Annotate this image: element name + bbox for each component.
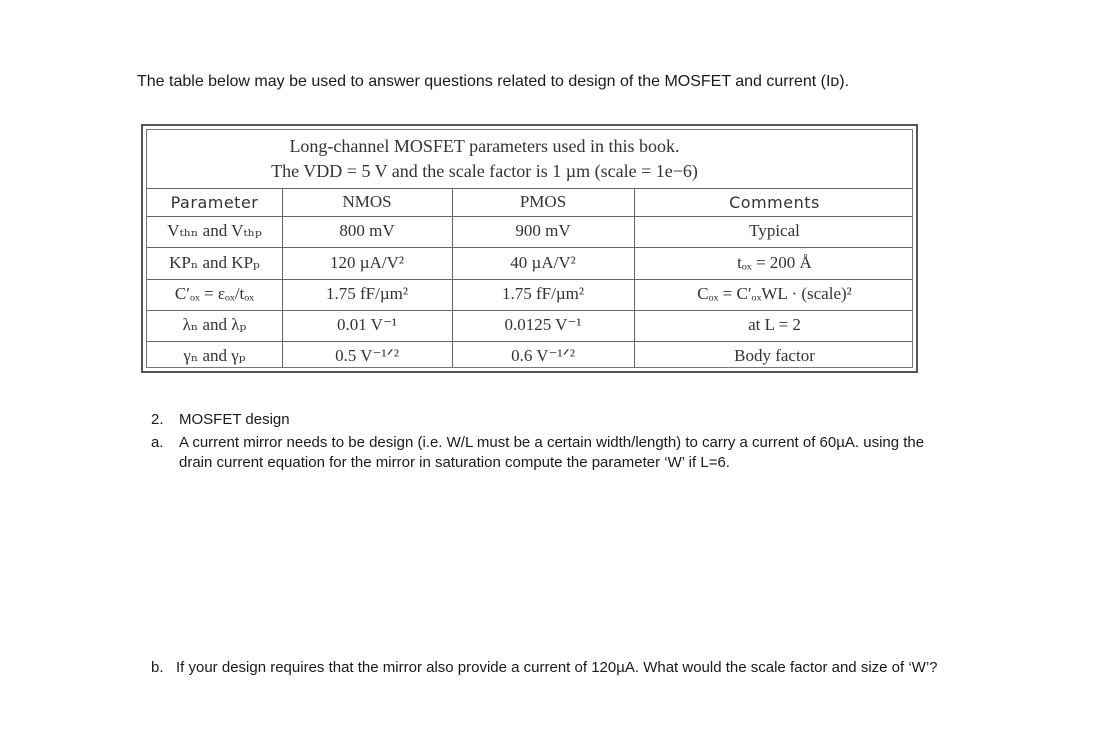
table-cell-parameter: Vₜₕₙ and Vₜₕₚ	[167, 221, 262, 240]
table-caption-line1: Long-channel MOSFET parameters used in this book.	[289, 136, 680, 156]
table-cell-nmos: 0.01 V⁻¹	[336, 315, 398, 334]
question-2b-text: If your design requires that the mirror also provide a current of 120µA. What would the scale factor and size of ‘W’?	[176, 659, 938, 676]
question-2-title: MOSFET design	[179, 411, 290, 428]
header-comments: Comments	[729, 192, 820, 212]
intro-text: The table below may be used to answer questions related to design of the MOSFET and current (Iᴅ).	[137, 73, 850, 90]
table-cell-parameter: C′ₒₓ = εₒₓ/tₒₓ	[174, 284, 255, 303]
question-2a-label: a.	[151, 434, 164, 451]
table-cell-parameter: λₙ and λₚ	[182, 315, 247, 334]
mosfet-parameter-table	[141, 124, 918, 373]
table-cell-nmos: 1.75 fF/µm²	[326, 284, 408, 303]
question-2-number: 2.	[151, 411, 164, 428]
table-cell-nmos: 800 mV	[339, 221, 395, 240]
table-cell-nmos: 120 µA/V²	[330, 253, 404, 272]
table-cell-parameter: γₙ and γₚ	[183, 346, 246, 365]
header-nmos: NMOS	[342, 192, 392, 211]
question-2a-text: A current mirror needs to be design (i.e. W/L must be a certain width/length) to carry a current of 60µA. using the drain current equation for the mirror in saturation compute the parameter ‘W’ if L=6.	[179, 434, 925, 471]
table-cell-comment: Cₒₓ = C′ₒₓWL · (scale)²	[697, 284, 852, 303]
header-parameter: Parameter	[170, 192, 259, 212]
table-cell-comment: Body factor	[734, 346, 815, 365]
table-cell-pmos: 1.75 fF/µm²	[502, 284, 584, 303]
question-2b-label: b.	[151, 659, 164, 676]
table-cell-nmos: 0.5 V⁻¹ᐟ²	[335, 346, 399, 365]
table-cell-pmos: 40 µA/V²	[510, 253, 576, 272]
table-caption-line2: The VDD = 5 V and the scale factor is 1 µm (scale = 1e−6)	[271, 161, 698, 181]
table-cell-comment: at L = 2	[748, 315, 801, 334]
table-cell-comment: Typical	[749, 221, 800, 240]
table-cell-pmos: 0.0125 V⁻¹	[504, 315, 582, 334]
table-cell-pmos: 0.6 V⁻¹ᐟ²	[511, 346, 575, 365]
table-inner-frame	[146, 129, 913, 368]
table-cell-comment: tₒₓ = 200 Å	[737, 253, 812, 272]
table-cell-parameter: KPₙ and KPₚ	[169, 253, 260, 272]
header-pmos: PMOS	[519, 192, 567, 211]
table-cell-pmos: 900 mV	[515, 221, 571, 240]
